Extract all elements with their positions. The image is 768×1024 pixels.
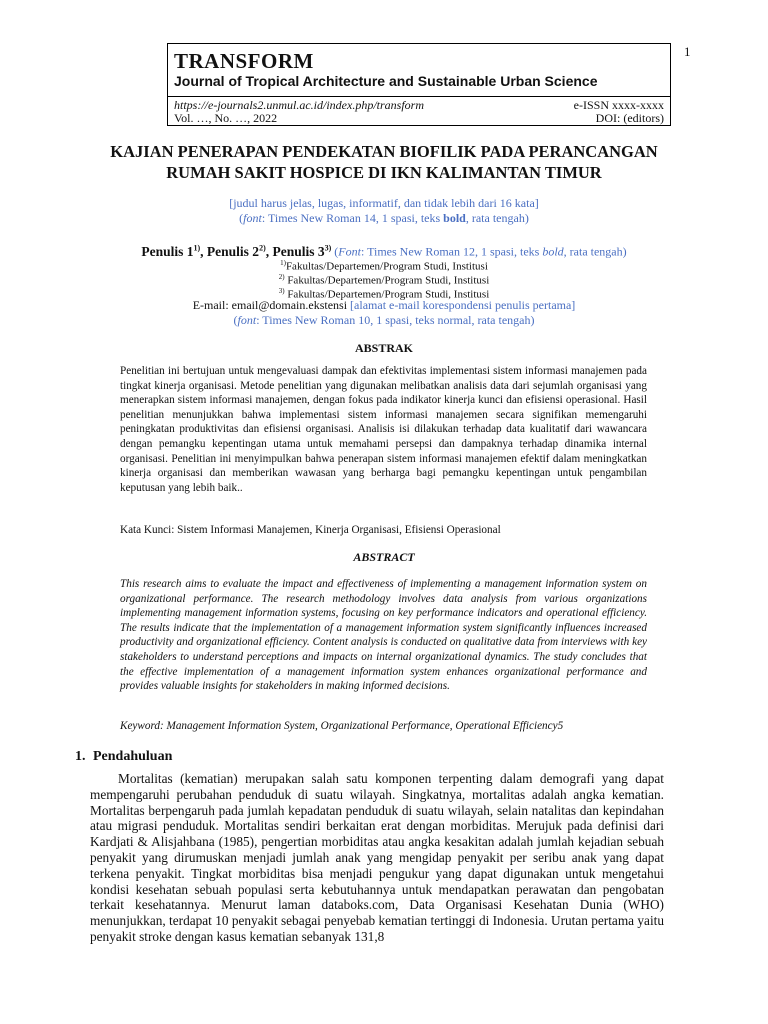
section-paragraph: Mortalitas (kematian) merupakan salah satu komponen terpenting dalam demografi yang dapat mempengaruhi perubahan penduduk di suatu wilayah. Singkatnya, mortalitas adalah angka kematian. Mortalitas berpengaruh pada jumlah kepadatan penduduk di suatu wilayah, selain natalitas dan kepindahan atau migrasi penduduk. Mortalitas sendiri berkaitan erat dengan morbiditas. Merujuk pada definisi dari Kardjati & Alisjahbana (1985), pengertian morbiditas atau angka kesakitan adalah jumlah kejadian sebuah penyakit yang dirumuskan menjadi jumlah anak yang mengidap penyakit per seribu anak yang dapat terkena penyakit. Tingkat morbiditas bisa menjadi pengukur yang dapat digunakan untuk mengetahui kondisi kesehatan sebuah populasi serta kebutuhannya untuk mendapatkan perawatan dan pengobatan terkait kesehatannya. Menurut laman databoks.com, Data Organisasi Kesehatan Dunia (WHO) menunjukkan, terdapat 10 penyakit sebagai penyebab kematian tertinggi di Indonesia. Urutan pertama yaitu penyakit stroke dengan kasus kematian sebanyak 131,8 [90, 771, 664, 944]
abstract-keywords: Keyword: Management Information System, Organizational Performance, Operational Efficiency5 [120, 720, 564, 732]
affiliation-3: $^{3)}$ Fakultas/Departemen/Program Studi, Institusi [278, 287, 490, 301]
section-heading-pendahuluan: 1. Pendahuluan [75, 749, 173, 764]
journal-volume: Vol. …, No. …, 2022 [174, 111, 278, 125]
paper-title-line-1: KAJIAN PENERAPAN PENDEKATAN BIOFILIK PADA PERANCANGAN [110, 142, 658, 161]
abstrak-heading: ABSTRAK [354, 341, 413, 355]
abstrak-body: Penelitian ini bertujuan untuk mengevaluasi dampak dan efektivitas implementasi sistem informasi manajemen pada tingkat kinerja organisasi. Metode penelitian yang digunakan melibatkan analisis data dari sejumlah organisasi yang menerapkan sistem informasi manajemen, dengan fokus pada indikator kinerja kunci dan efisiensi operasional. Hasil penelitian menunjukkan bahwa implementasi sistem informasi manajemen secara signifikan memengaruhi peningkatan produktivitas dan efisiensi organisasi. Analisis isi dilakukan terhadap data kualitatif dari wawancara dengan pemangku kepentingan utama untuk memahami persepsi dan dampaknya terhadap dinamika internal organisasi. Penelitian ini menyimpulkan bahwa penerapan sistem informasi manajemen efektif dalam meningkatkan kinerja organisasi dan memberikan wawasan yang berharga bagi pemangku kepentingan untuk pengambilan keputusan yang lebih baik.. [120, 365, 647, 494]
paper-title [60, 141, 708, 183]
email-address[interactable]: E-mail: email@domain.ekstensi [192, 298, 351, 312]
journal-header [167, 43, 671, 126]
author-format-note: (Font: Times New Roman 12, 1 spasi, teks bold, rata tengah) [331, 244, 627, 259]
title-note-line-2: (font: Times New Roman 14, 1 spasi, teks bold, rata tengah) [239, 211, 529, 225]
email-block [60, 298, 708, 328]
journal-issn: e-ISSN xxxx-xxxx [573, 98, 664, 112]
email-note: [alamat e-mail korespondensi penulis pertama] [350, 298, 576, 312]
email-format-note: (font: Times New Roman 10, 1 spasi, teks normal, rata tengah) [233, 313, 535, 327]
abstract-body: This research aims to evaluate the impact and effectiveness of implementing a management information system on organizational performance. The research methodology involves data analysis from various organizations implementing management information systems, focusing on key performance indicators and operational efficiency. The results indicate that the implementation of a management information system significantly influences increased productivity and organizational efficiency. Content analysis is conducted on qualitative data from interviews with key stakeholders to understand perceptions and impacts on internal organizational dynamics. The study concludes that the effective implementation of a management information system enhances organizational performance and provides valuable insights for stakeholders in making informed decisions. [120, 578, 647, 693]
title-note-line-1: [judul harus jelas, lugas, informatif, dan tidak lebih dari 16 kata] [229, 196, 539, 210]
journal-name: TRANSFORM [174, 49, 314, 73]
journal-doi: DOI: (editors) [595, 111, 664, 125]
title-guideline-note [60, 196, 708, 226]
affiliation-2: $^{2)}$ Fakultas/Departemen/Program Studi, Institusi [278, 273, 490, 287]
abstract-heading: ABSTRACT [353, 550, 415, 564]
journal-subtitle: Journal of Tropical Architecture and Sustainable Urban Science [174, 73, 598, 89]
paper-title-line-2: RUMAH SAKIT HOSPICE DI IKN KALIMANTAN TIMUR [166, 163, 602, 182]
journal-divider [168, 96, 670, 97]
affiliation-1: $^{1)}$Fakultas/Departemen/Program Studi, Institusi [280, 259, 488, 273]
journal-url[interactable]: https://e-journals2.unmul.ac.id/index.php/transform [174, 98, 424, 112]
author-names: Penulis 1$^{1)}$, Penulis 2$^{2)}$, Penulis 3$^{3)}$ [141, 243, 332, 259]
page-number: 1 [684, 44, 691, 59]
abstrak-keywords: Kata Kunci: Sistem Informasi Manajemen, Kinerja Organisasi, Efisiensi Operasional [120, 524, 501, 536]
